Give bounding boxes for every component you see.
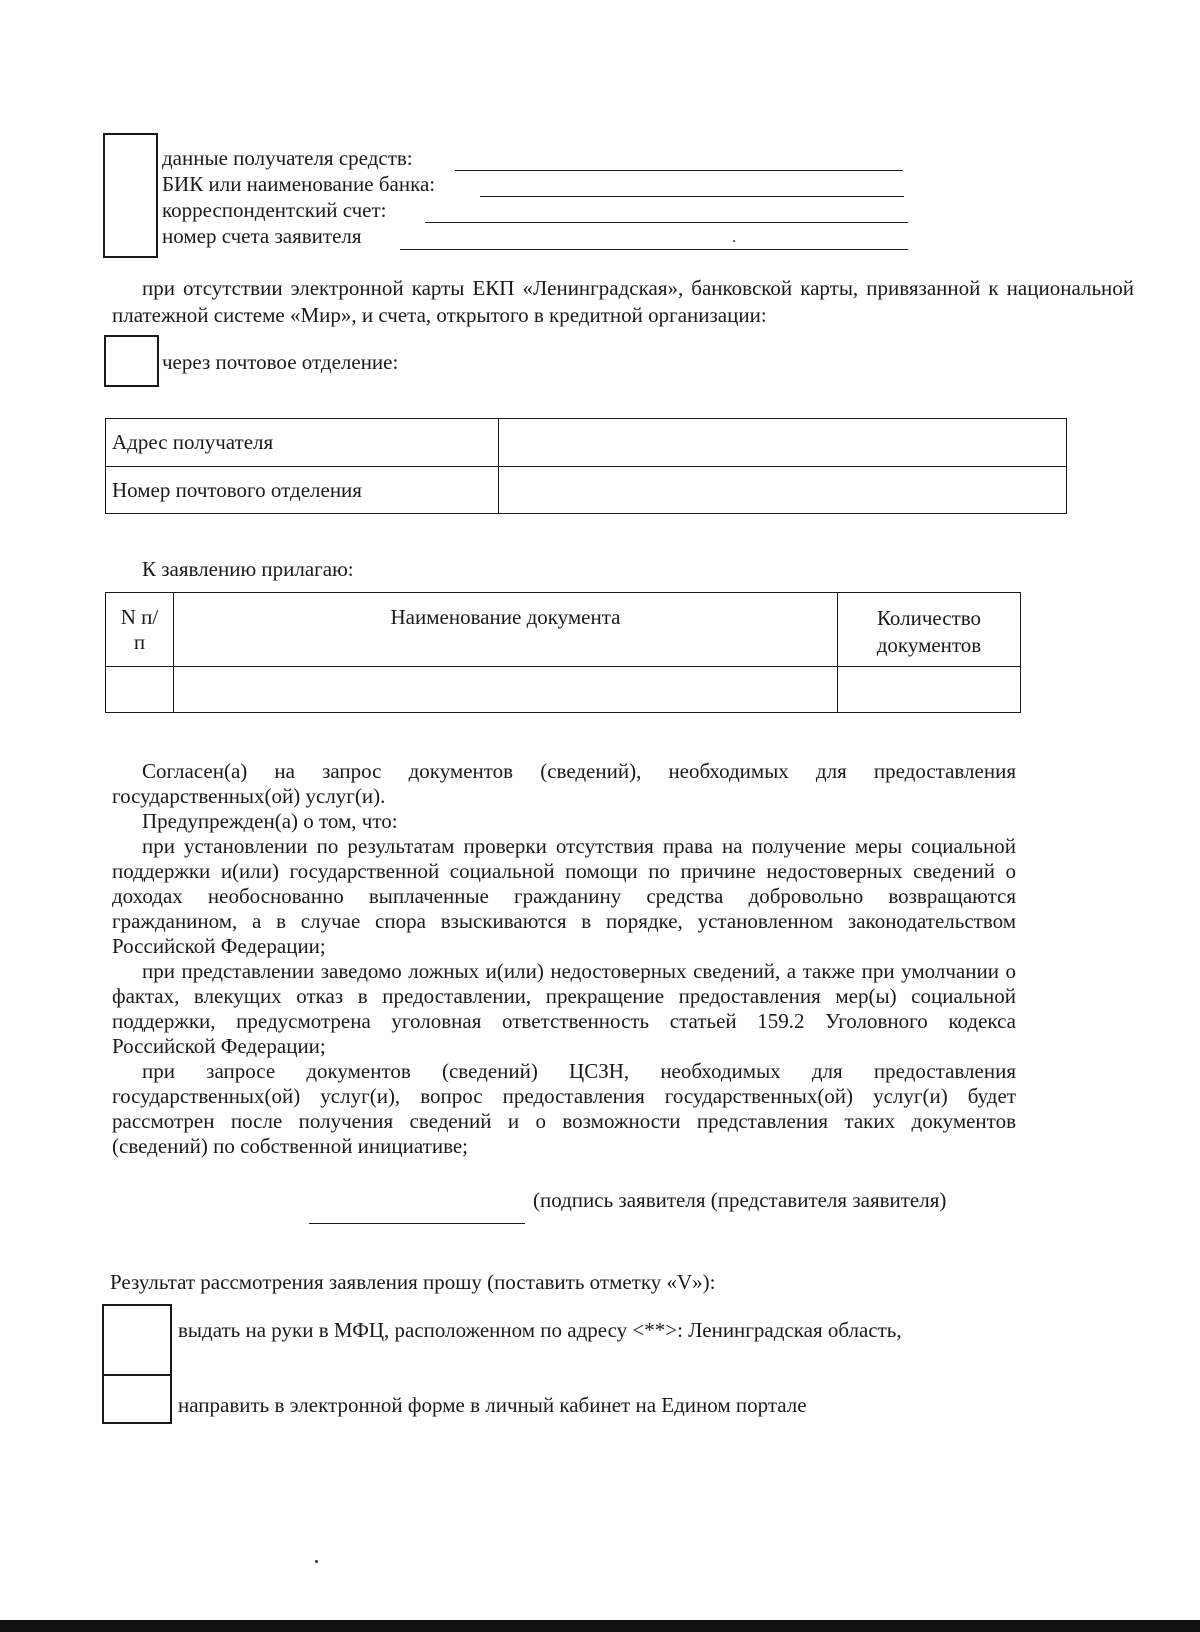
account-field[interactable] (400, 249, 908, 250)
cell-number[interactable] (106, 667, 174, 713)
bank-details-checkbox[interactable] (103, 133, 158, 258)
result-heading: Результат рассмотрения заявления прошу (поставить отметку «V»): (110, 1270, 716, 1294)
recipient-address-value[interactable] (499, 419, 1067, 467)
post-office-number-label: Номер почтового отделения (106, 467, 499, 514)
attachments-heading: К заявлению прилагаю: (142, 557, 354, 581)
signature-line[interactable] (309, 1223, 525, 1224)
electronic-portal-label: направить в электронной форме в личный кабинет на Едином портале (178, 1393, 807, 1417)
electronic-portal-checkbox[interactable] (102, 1374, 172, 1424)
cell-document-count[interactable] (838, 667, 1021, 713)
consent-item-3: при запросе документов (сведений) ЦСЗН, необходимых для предоставления государственных(ой) услуг(и), вопрос предоставления государственных(ой) услуг(и) будет рассмотрен после получения сведений и о возможности представления таких документов (сведений) по собственной инициативе; (112, 1059, 1016, 1158)
column-header-count (838, 593, 1021, 667)
post-office-label: через почтовое отделение: (162, 350, 399, 374)
consent-agree: Согласен(а) на запрос документов (сведений), необходимых для предоставления государственных(ой) услуг(и). (112, 759, 1016, 808)
post-office-number-value[interactable] (499, 467, 1067, 514)
account-label: номер счета заявителя (162, 224, 362, 248)
consent-warned: Предупрежден(а) о том, что: (142, 809, 398, 833)
bank-field[interactable] (480, 196, 904, 197)
post-address-table (105, 418, 1067, 514)
recipient-address-label: Адрес получателя (106, 419, 499, 467)
attachments-table (105, 592, 1021, 713)
recipient-label: данные получателя средств: (162, 146, 413, 170)
bank-label: БИК или наименование банка: (162, 172, 436, 196)
consent-item-2: при представлении заведомо ложных и(или) недостоверных сведений, а также при умолчании о фактах, влекущих отказ в предоставлении, прекращение предоставления мер(ы) социальной поддержки, предусмотрена уголовная ответственность статьей 159.2 Уголовного кодекса Российской Федерации; (112, 959, 1016, 1058)
table-row (106, 419, 1067, 467)
mfc-pickup-label: выдать на руки в МФЦ, расположенном по адресу <**>: Ленинградская область, (178, 1318, 902, 1342)
table-row (106, 467, 1067, 514)
cell-document-name[interactable] (174, 667, 838, 713)
scan-speck (315, 1560, 318, 1563)
recipient-field[interactable] (455, 170, 903, 171)
table-header-row (106, 593, 1021, 667)
column-header-number (106, 593, 174, 667)
no-card-paragraph: при отсутствии электронной карты ЕКП «Ленинградская», банковской карты, привязанной к национальной платежной системе «Мир», и счета, открытого в кредитной организации: (112, 276, 1134, 327)
table-row (106, 667, 1021, 713)
post-office-checkbox[interactable] (104, 335, 159, 387)
scan-speck (733, 240, 735, 242)
mfc-pickup-checkbox[interactable] (102, 1304, 172, 1376)
column-header-name: Наименование документа (174, 593, 838, 667)
column-header-count-text: Количество документов (876, 606, 982, 657)
column-header-number-text: N п/п (120, 605, 159, 654)
signature-caption: (подпись заявителя (представителя заявителя) (533, 1188, 947, 1212)
corr-account-label: корреспондентский счет: (162, 198, 387, 222)
scan-edge-bar (0, 1620, 1200, 1632)
consent-item-1: при установлении по результатам проверки отсутствия права на получение меры социальной поддержки и(или) государственной социальной помощи по причине недостоверных сведений о доходах необоснованно выплаченные гражданину средства добровольно возвращаются гражданином, а в случае спора взыскиваются в порядке, установленном законодательством Российской Федерации; (112, 834, 1016, 958)
corr-account-field[interactable] (425, 222, 908, 223)
